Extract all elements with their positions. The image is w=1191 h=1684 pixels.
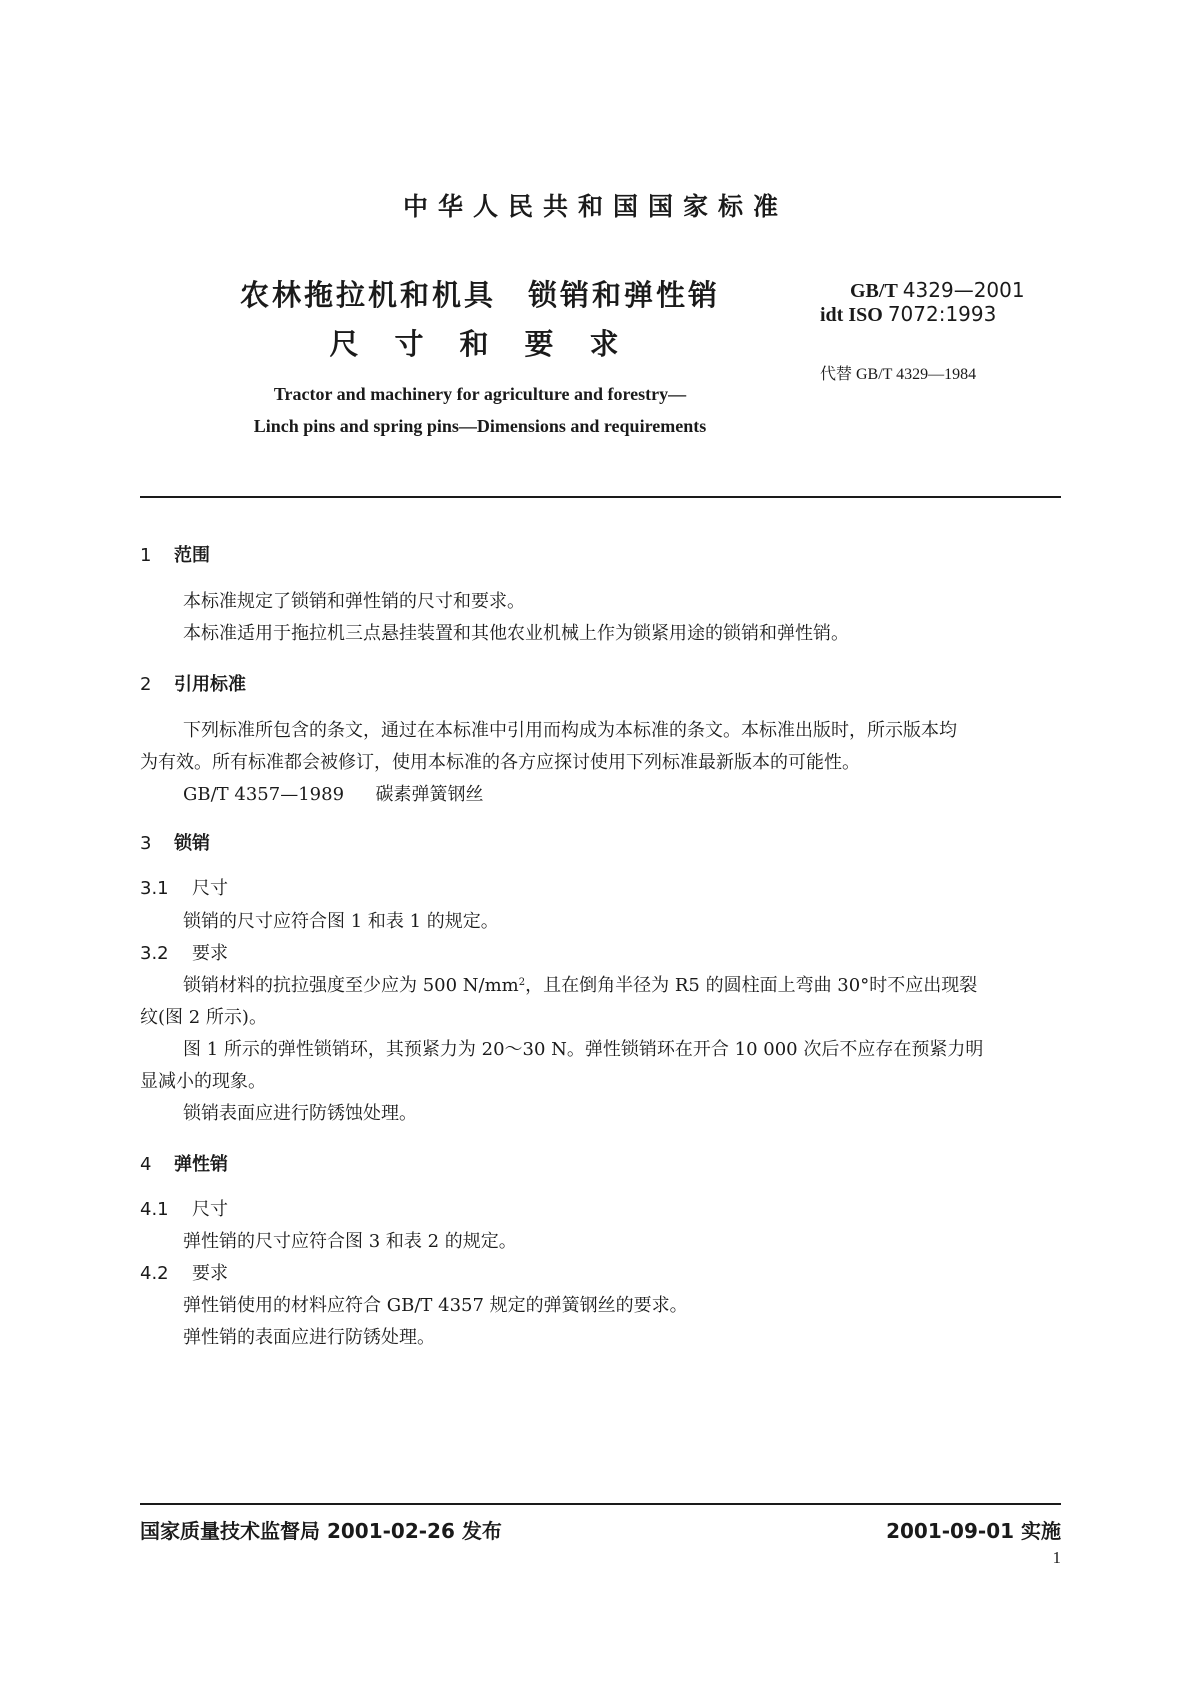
section-1-heading bbox=[140, 541, 210, 567]
subsection-3-1-title: 尺寸 bbox=[192, 878, 228, 899]
national-standard-heading: 中华人民共和国国家标准 bbox=[402, 192, 788, 221]
bend-test-text: ，且在倒角半径为 R5 的圆柱面上弯曲 30°时不应出现裂 bbox=[525, 975, 978, 996]
reference-title: 碳素弹簧钢丝 bbox=[375, 784, 484, 805]
idt-reference bbox=[820, 302, 996, 327]
implementation-date: 2001-09-01 实施 bbox=[886, 1519, 1061, 1543]
subsection-3-2-paragraph-1-line2: 纹(图 2 所示)。 bbox=[140, 1007, 267, 1028]
unit-exponent: 2 bbox=[518, 977, 526, 988]
subsection-4-2-paragraph-1: 弹性销使用的材料应符合 GB/T 4357 规定的弹簧钢丝的要求。 bbox=[183, 1295, 688, 1316]
section-4-number: 4 bbox=[140, 1154, 152, 1175]
section-4-title: 弹性销 bbox=[174, 1154, 228, 1175]
idt-iso: ISO bbox=[848, 304, 883, 326]
section-3-number: 3 bbox=[140, 833, 152, 854]
section-3-title: 锁销 bbox=[174, 833, 210, 854]
subsection-3-2-title: 要求 bbox=[192, 943, 228, 964]
subsection-4-1-title: 尺寸 bbox=[192, 1199, 228, 1220]
issue-date: 国家质量技术监督局 2001-02-26 发布 bbox=[140, 1519, 502, 1543]
title-zh-line2: 尺寸和要求 bbox=[329, 327, 655, 361]
reference-code: GB/T 4357—1989 bbox=[183, 784, 345, 805]
subsection-4-1-paragraph: 弹性销的尺寸应符合图 3 和表 2 的规定。 bbox=[183, 1231, 517, 1252]
subsection-4-1-heading bbox=[140, 1195, 228, 1221]
section-1-title: 范围 bbox=[174, 545, 210, 566]
title-en-line1: Tractor and machinery for agriculture and forestry— bbox=[273, 384, 687, 404]
subsection-3-2-heading bbox=[140, 939, 228, 965]
subsection-3-2-number: 3.2 bbox=[140, 943, 169, 964]
subsection-4-2-title: 要求 bbox=[192, 1263, 228, 1284]
replaces-standard: 代替 GB/T 4329—1984 bbox=[820, 366, 977, 383]
subsection-4-2-heading bbox=[140, 1259, 228, 1285]
subsection-3-2-paragraph-3: 锁销表面应进行防锈蚀处理。 bbox=[183, 1103, 417, 1124]
subsection-3-1-paragraph: 锁销的尺寸应符合图 1 和表 1 的规定。 bbox=[183, 911, 499, 932]
standard-code bbox=[850, 278, 1025, 303]
subsection-4-2-paragraph-2: 弹性销的表面应进行防锈处理。 bbox=[183, 1327, 435, 1348]
standard-code-number: 4329—2001 bbox=[902, 278, 1025, 302]
section-1-number: 1 bbox=[140, 545, 152, 566]
section-2-title: 引用标准 bbox=[174, 674, 246, 695]
idt-prefix: idt bbox=[820, 304, 844, 326]
section-2-heading bbox=[140, 670, 246, 696]
standard-code-prefix: GB/T bbox=[850, 280, 898, 302]
subsection-3-2-paragraph-2-line2: 显减小的现象。 bbox=[140, 1071, 266, 1092]
section-2-paragraph-line2: 为有效。所有标准都会被修订，使用本标准的各方应探讨使用下列标准最新版本的可能性。 bbox=[140, 752, 860, 773]
section-2-paragraph-line1: 下列标准所包含的条文，通过在本标准中引用而构成为本标准的条文。本标准出版时，所示版本均 bbox=[183, 720, 957, 741]
page-number: 1 bbox=[1052, 1548, 1061, 1567]
subsection-3-2-paragraph-2-line1: 图 1 所示的弹性锁销环，其预紧力为 20～30 N。弹性锁销环在开合 10 000 次后不应存在预紧力明 bbox=[183, 1039, 984, 1060]
title-en-line2: Linch pins and spring pins—Dimensions and requirements bbox=[253, 416, 707, 436]
tensile-strength-text: 锁销材料的抗拉强度至少应为 500 N/mm bbox=[183, 975, 519, 996]
header-divider bbox=[140, 496, 1061, 498]
title-zh-line1: 农林拖拉机和机具 锁销和弹性销 bbox=[240, 278, 721, 312]
section-3-heading bbox=[140, 829, 210, 855]
section-4-heading bbox=[140, 1150, 228, 1176]
section-1-paragraph-1: 本标准规定了锁销和弹性销的尺寸和要求。 bbox=[183, 591, 525, 612]
footer-divider bbox=[140, 1503, 1061, 1505]
subsection-4-2-number: 4.2 bbox=[140, 1263, 169, 1284]
subsection-3-1-number: 3.1 bbox=[140, 878, 169, 899]
section-2-reference bbox=[183, 780, 483, 806]
section-1-paragraph-2: 本标准适用于拖拉机三点悬挂装置和其他农业机械上作为锁紧用途的锁销和弹性销。 bbox=[183, 623, 849, 644]
subsection-4-1-number: 4.1 bbox=[140, 1199, 169, 1220]
idt-number: 7072:1993 bbox=[887, 302, 997, 326]
subsection-3-2-paragraph-1 bbox=[183, 971, 977, 997]
subsection-3-1-heading bbox=[140, 874, 228, 900]
section-2-number: 2 bbox=[140, 674, 152, 695]
